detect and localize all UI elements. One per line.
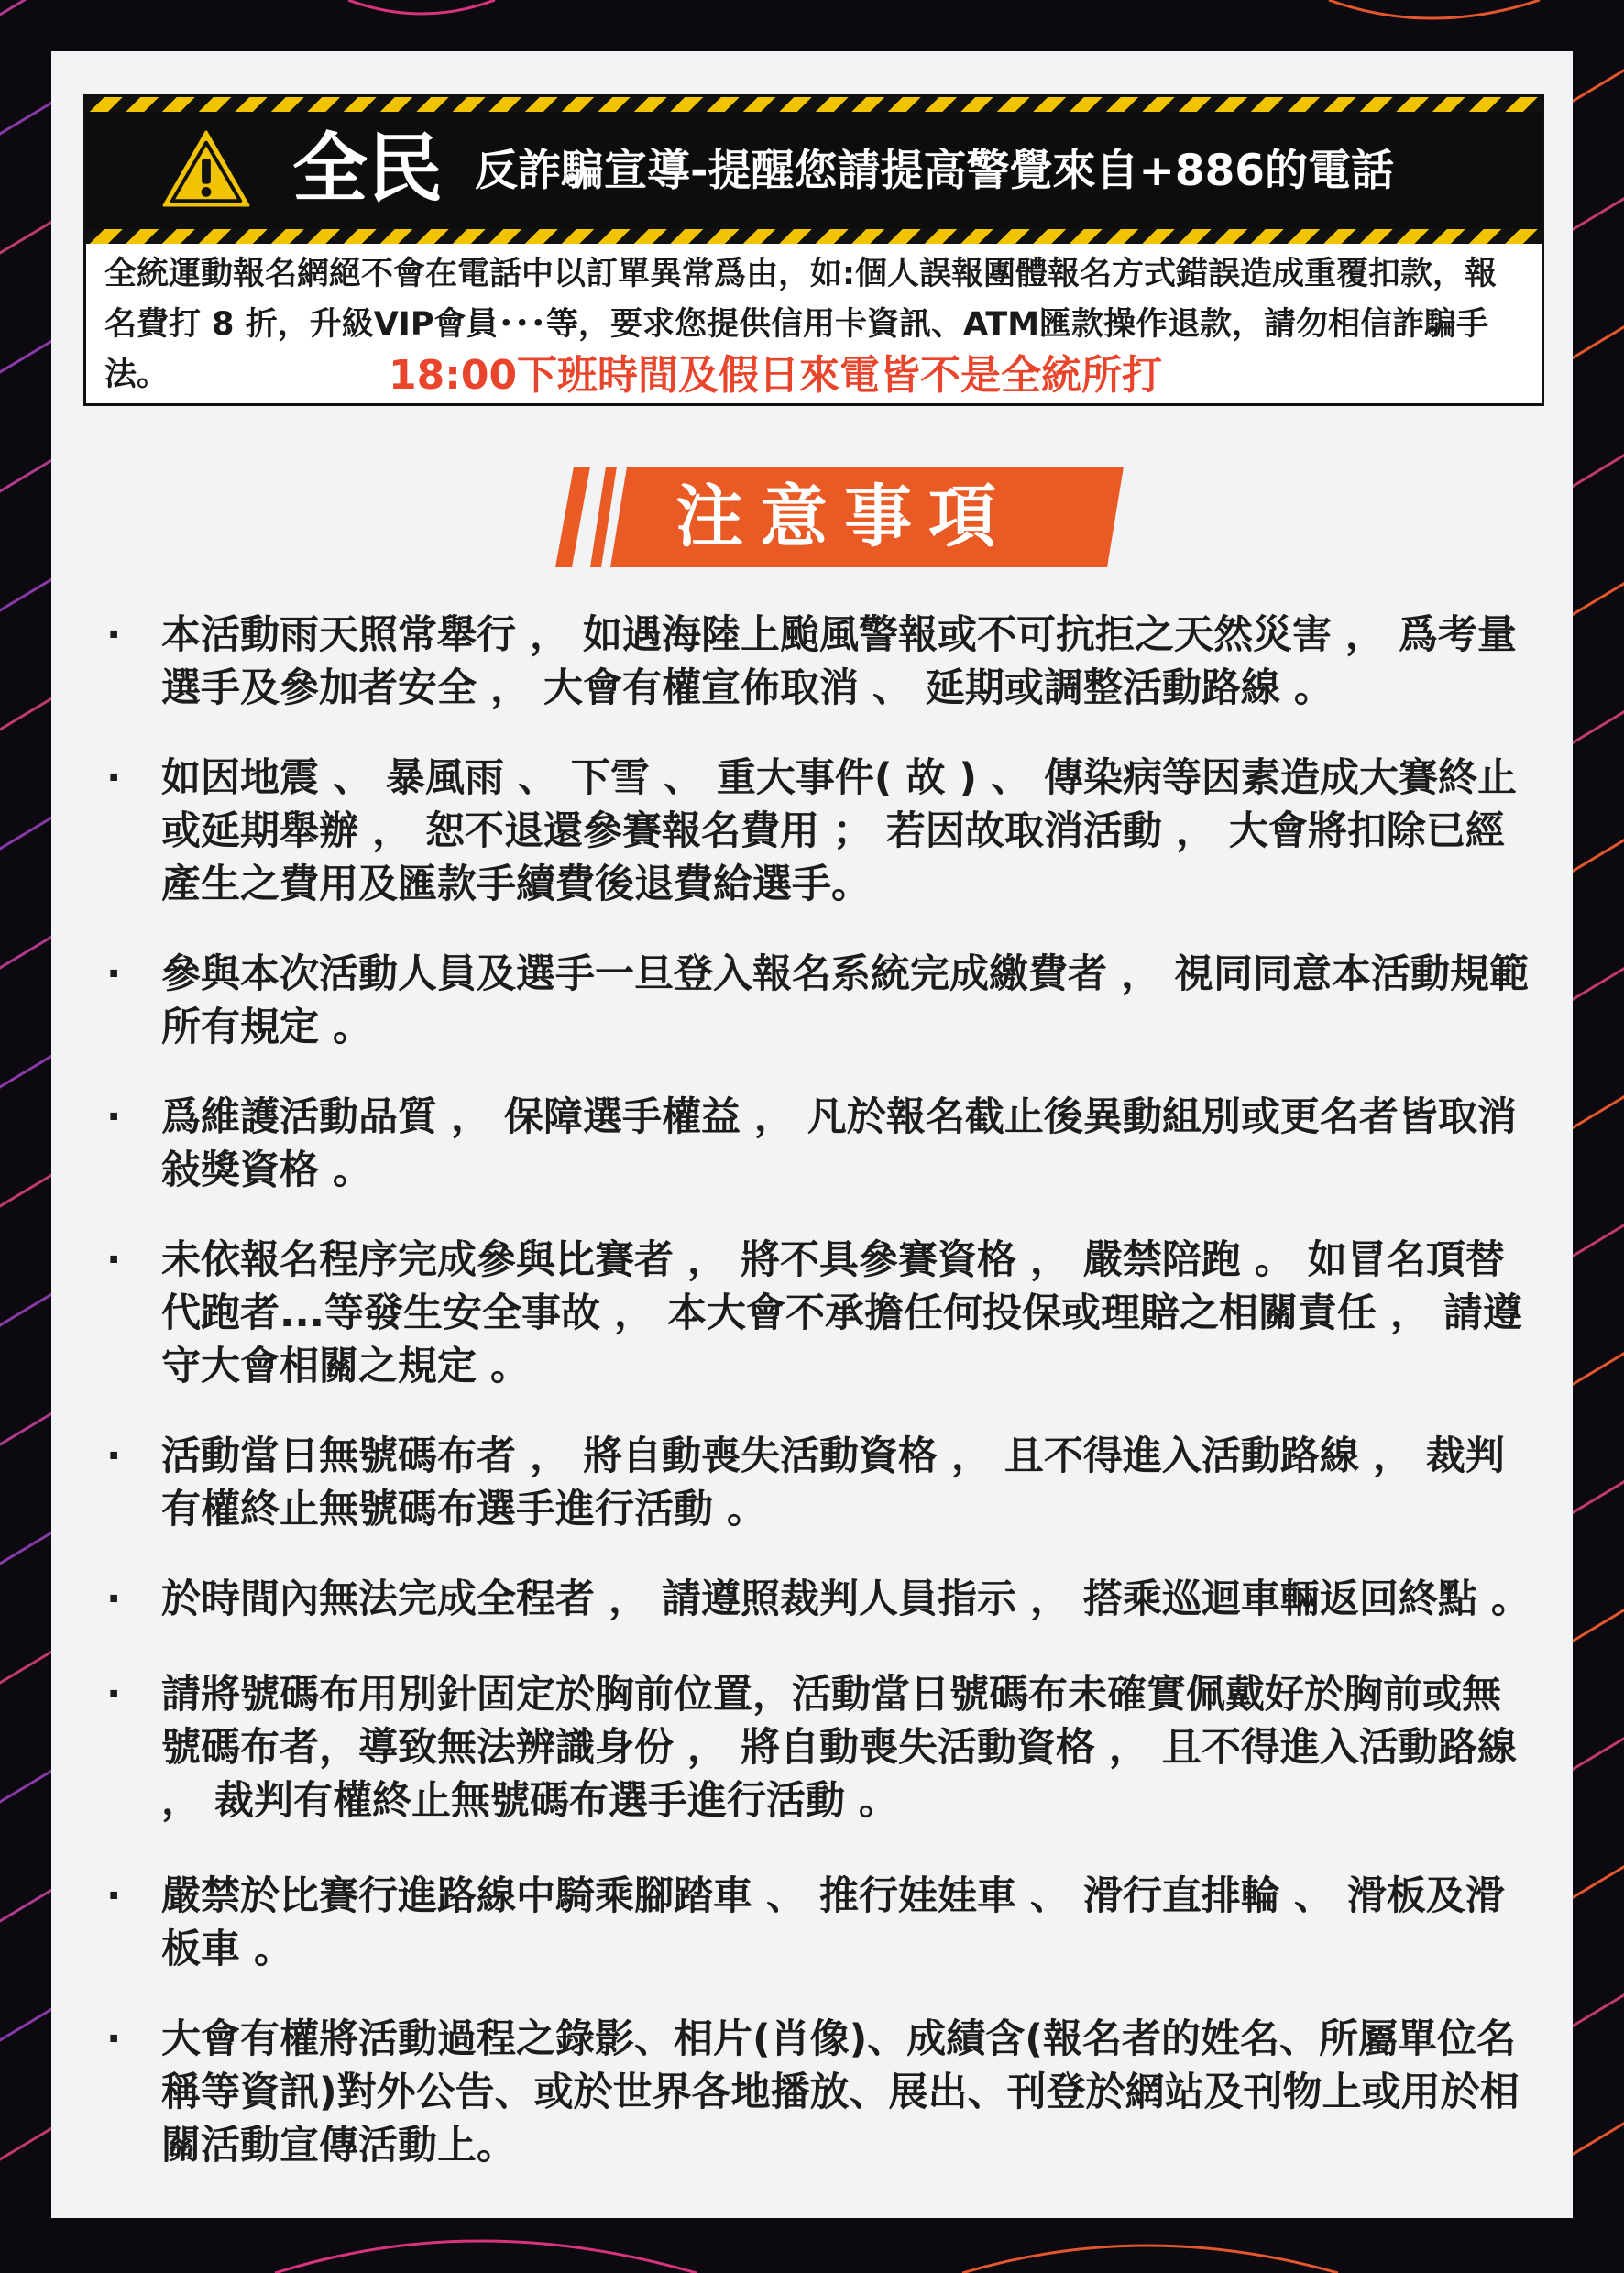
- bullet-dot: ·: [106, 951, 122, 997]
- notice-text: 如因地震 、 暴風雨 、 下雪 、 重大事件( 故 ) 、 傳染病等因素造成大賽終止或延期舉辦 ， 恕不退還參賽報名費用 ； 若因故取消活動 ， 大會將扣除已經產生之費用及匯款手續費後退費給選手。: [161, 755, 1518, 907]
- warning-big-text: 全民: [292, 126, 444, 213]
- notice-text: 爲維護活動品質 ， 保障選手權益 ， 凡於報名截止後異動組別或更名者皆取消敍獎資格 。: [161, 1094, 1517, 1193]
- notice-text: 未依報名程序完成參與比賽者 ， 將不具參賽資格 ， 嚴禁陪跑 。 如冒名頂替代跑者...等發生安全事故 ， 本大會不承擔任何投保或理賠之相關責任 ， 請遵守大會相關之規定 。: [161, 1237, 1522, 1389]
- anti-fraud-warning-box: [83, 94, 1544, 406]
- bullet-dot: ·: [106, 1576, 122, 1622]
- notice-text: 於時間內無法完成全程者 ， 請遵照裁判人員指示 ， 搭乘巡迴車輛返回終點 。: [161, 1576, 1531, 1622]
- warning-header-bar: [86, 112, 1542, 229]
- bullet-dot: ·: [106, 1237, 122, 1283]
- notice-item: [106, 1573, 1536, 1626]
- notice-text: 嚴禁於比賽行進路線中騎乘腳踏車 、 推行娃娃車 、 滑行直排輪 、 滑板及滑板車 。: [161, 1873, 1505, 1972]
- notice-item: [106, 1091, 1536, 1197]
- notice-item: [106, 1870, 1536, 1976]
- content-panel: [51, 51, 1573, 2218]
- notice-item: [106, 752, 1536, 911]
- bullet-dot: ·: [106, 1873, 122, 1919]
- notice-text: 活動當日無號碼布者 ， 將自動喪失活動資格 ， 且不得進入活動路線 ， 裁判有權終止無號碼布選手進行活動 。: [161, 1433, 1505, 1532]
- notice-text: 大會有權將活動過程之錄影、相片(肖像)、成績含(報名者的姓名、所屬單位名稱等資訊)對外公告、或於世界各地播放、展出、刊登於網站及刊物上或用於相關活動宣傳活動上。: [161, 2016, 1520, 2169]
- notices-title: 注意事項: [675, 478, 1013, 556]
- hazard-stripe-top: [86, 97, 1542, 112]
- notice-item: [106, 1668, 1536, 1828]
- warning-subtitle: 反詐騙宣導-提醒您請提高警覺來自+886的電話: [475, 146, 1394, 196]
- warning-triangle-icon: [161, 128, 251, 209]
- bullet-dot: ·: [106, 1672, 122, 1718]
- hazard-stripe-bottom: [86, 229, 1542, 244]
- notice-item: [106, 1430, 1536, 1536]
- bullet-dot: ·: [106, 755, 122, 801]
- bullet-dot: ·: [106, 612, 122, 658]
- notice-text: 參與本次活動人員及選手一旦登入報名系統完成繳費者 ， 視同同意本活動規範所有規定 。: [161, 951, 1529, 1050]
- notice-item: [106, 609, 1536, 715]
- notice-item: [106, 948, 1536, 1054]
- warning-body-text: 全統運動報名網絕不會在電話中以訂單異常爲由，如:個人誤報團體報名方式錯誤造成重覆扣款，報名費打 8 折，升級VIP會員･･･等，要求您提供信用卡資訊、ATM匯款操作退款，請勿相信詐騙手法。: [104, 256, 1498, 393]
- notices-title-banner: [555, 467, 1124, 567]
- notice-item: [106, 1234, 1536, 1393]
- notice-text: 本活動雨天照常舉行 ， 如遇海陸上颱風警報或不可抗拒之天然災害 ， 爲考量選手及參加者安全 ， 大會有權宣佈取消 、 延期或調整活動路線 。: [161, 612, 1517, 711]
- notice-item: [106, 2013, 1536, 2172]
- bullet-dot: ·: [106, 1094, 122, 1140]
- notice-text: 請將號碼布用別針固定於胸前位置，活動當日號碼布未確實佩戴好於胸前或無號碼布者，導致無法辨識身份 ， 將自動喪失活動資格 ， 且不得進入活動路線 ， 裁判有權終止無號碼布選手進行活動 。: [161, 1672, 1517, 1824]
- warning-alert-text: 18:00下班時間及假日來電皆不是全統所打: [389, 352, 1163, 399]
- bullet-dot: ·: [106, 1433, 122, 1479]
- bullet-dot: ·: [106, 2016, 122, 2062]
